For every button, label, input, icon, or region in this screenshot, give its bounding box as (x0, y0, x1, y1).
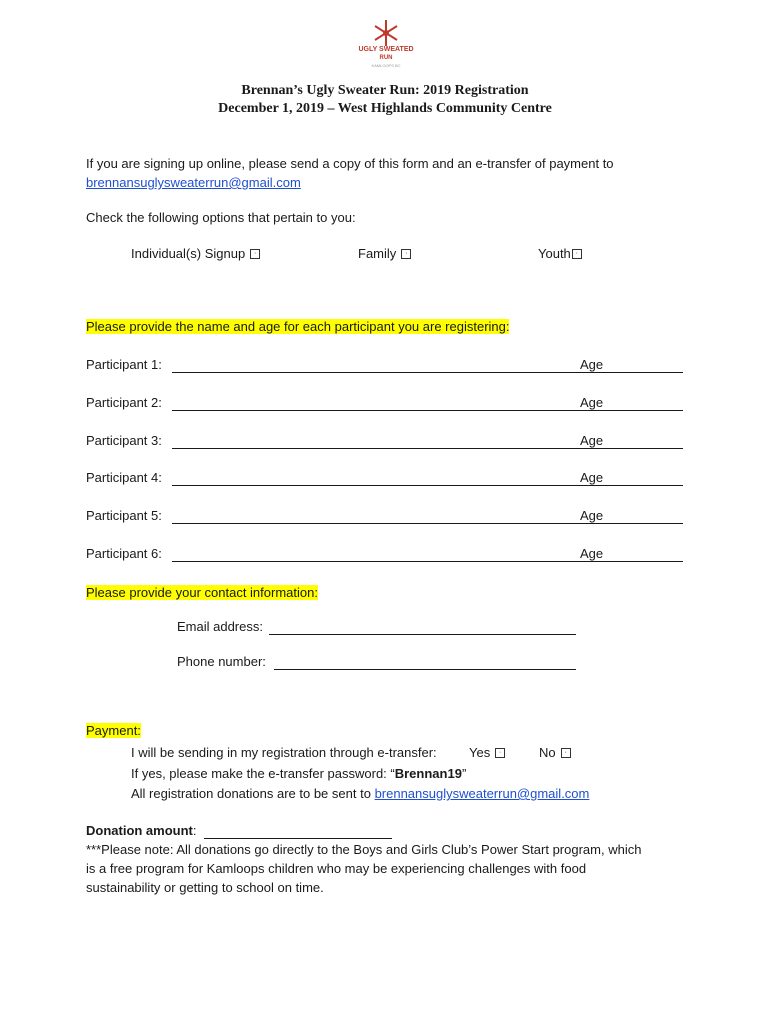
participant-6-name-field[interactable] (172, 561, 662, 562)
participant-row-3 (86, 433, 686, 453)
donations-email-link[interactable]: brennansuglysweaterrun@gmail.com (374, 786, 590, 801)
page-subtitle: December 1, 2019 – West Highlands Community Centre (218, 101, 552, 116)
checkbox-no[interactable]: · (561, 748, 571, 758)
donation-note-line-2: is a free program for Kamloops children who may be experiencing challenges with food (86, 861, 587, 876)
participant-4-label: Participant 4: (86, 470, 162, 485)
option-no[interactable] (539, 745, 571, 760)
donations-text: All registration donations are to be sent to (131, 786, 371, 801)
participant-1-age-label: Age (580, 357, 604, 372)
password-value: Brennan19 (394, 766, 462, 781)
password-line (131, 766, 466, 781)
participant-5-name-field[interactable] (172, 523, 662, 524)
participant-3-name-field[interactable] (172, 448, 662, 449)
email-link[interactable]: brennansuglysweaterrun@gmail.com (86, 175, 301, 190)
participant-6-label: Participant 6: (86, 546, 162, 561)
participant-4-name-field[interactable] (172, 485, 662, 486)
contact-heading (86, 585, 318, 600)
checkbox-youth[interactable]: · (572, 249, 582, 259)
donation-amount-colon: : (192, 823, 197, 838)
donation-amount-field[interactable] (204, 838, 392, 839)
option-family[interactable] (358, 246, 411, 261)
participant-5-age-field[interactable] (608, 523, 683, 524)
option-yes-label: Yes (469, 745, 491, 760)
page-title: Brennan’s Ugly Sweater Run: 2019 Registration (241, 83, 529, 98)
check-prompt: Check the following options that pertain to you: (86, 210, 356, 225)
option-youth-label: Youth (538, 246, 571, 261)
contact-heading-text: Please provide your contact information: (86, 585, 318, 600)
option-individual[interactable] (131, 246, 260, 261)
logo-mid-text: RUN (379, 55, 393, 61)
payment-heading-text: Payment: (86, 723, 141, 738)
password-suffix: ” (461, 766, 467, 781)
participant-3-label: Participant 3: (86, 433, 162, 448)
participants-heading-text: Please provide the name and age for each participant you are registering: (86, 319, 510, 334)
intro-text: If you are signing up online, please send a copy of this form and an e-transfer of payment to (86, 156, 614, 171)
participant-row-1 (86, 357, 686, 377)
participant-5-age-label: Age (580, 508, 604, 523)
participant-3-age-field[interactable] (608, 448, 683, 449)
option-youth[interactable] (538, 246, 582, 261)
participant-6-age-label: Age (580, 546, 604, 561)
participant-row-2 (86, 395, 686, 415)
participant-row-4 (86, 470, 686, 490)
participant-row-5 (86, 508, 686, 528)
participant-row-6 (86, 546, 686, 566)
donation-amount-label: Donation amount (86, 823, 193, 838)
participant-4-age-label: Age (580, 470, 604, 485)
email-address-label: Email address: (177, 619, 263, 634)
participant-4-age-field[interactable] (608, 485, 683, 486)
donation-note-line-1: ***Please note: All donations go directly to the Boys and Girls Club’s Power Start program, which (86, 842, 642, 857)
participants-heading (86, 319, 509, 334)
option-no-label: No (539, 745, 556, 760)
checkbox-individual[interactable]: · (250, 249, 260, 259)
event-logo (350, 16, 422, 76)
logo-top-text: UGLY SWEATED (358, 46, 414, 53)
checkbox-family[interactable]: · (401, 249, 411, 259)
payment-heading (86, 723, 141, 738)
option-family-label: Family (358, 246, 397, 261)
password-prefix: If yes, please make the e-transfer password: “ (131, 766, 395, 781)
participant-1-label: Participant 1: (86, 357, 162, 372)
logo-bottom-text: KAMLOOPS BC (371, 63, 401, 68)
participant-2-age-label: Age (580, 395, 604, 410)
option-yes[interactable] (469, 745, 505, 760)
snowflake-icon (350, 16, 422, 50)
donation-note-line-3: sustainability or getting to school on time. (86, 880, 324, 895)
option-individual-label: Individual(s) Signup (131, 246, 246, 261)
participant-3-age-label: Age (580, 433, 604, 448)
participant-5-label: Participant 5: (86, 508, 162, 523)
phone-number-field[interactable] (274, 669, 576, 670)
participant-2-label: Participant 2: (86, 395, 162, 410)
donations-line (131, 786, 589, 801)
participant-2-age-field[interactable] (608, 410, 683, 411)
participant-1-name-field[interactable] (172, 372, 662, 373)
donation-amount-row (86, 823, 197, 838)
participant-6-age-field[interactable] (608, 561, 683, 562)
etransfer-text: I will be sending in my registration through e-transfer: (131, 745, 437, 760)
participant-1-age-field[interactable] (608, 372, 683, 373)
phone-number-label: Phone number: (177, 654, 266, 669)
email-address-field[interactable] (269, 634, 576, 635)
checkbox-yes[interactable]: · (495, 748, 505, 758)
participant-2-name-field[interactable] (172, 410, 662, 411)
